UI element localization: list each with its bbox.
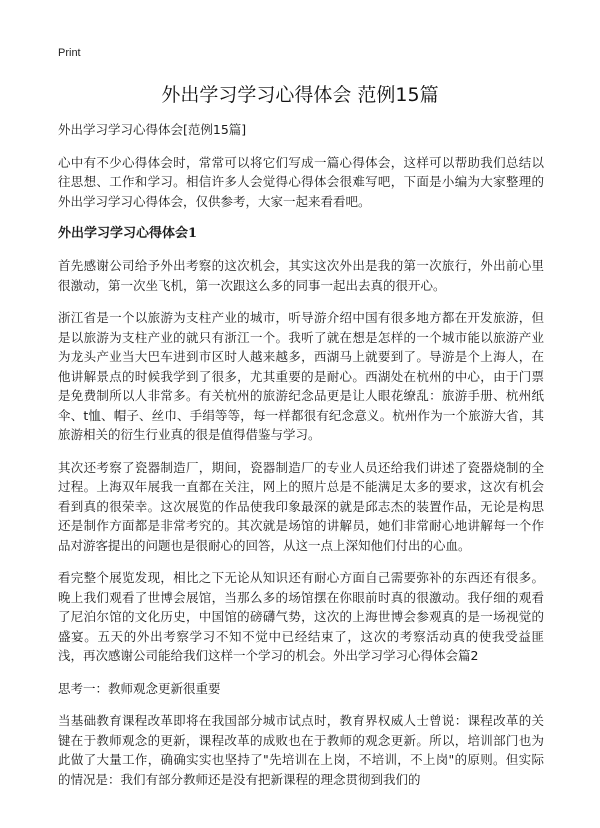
paragraph: 首先感谢公司给予外出考察的这次机会，其实这次外出是我的第一次旅行，外出前心里很激动，第一次坐飞机，第一次跟这么多的同事一起出去真的很开心。	[58, 258, 544, 293]
page-title: 外出学习学习心得体会 范例15篇	[161, 84, 439, 106]
section-heading: 外出学习学习心得体会1	[58, 226, 198, 241]
sub-heading: 思考一：教师观念更新很重要	[58, 680, 221, 696]
print-link[interactable]: Print	[58, 47, 81, 59]
intro-paragraph: 心中有不少心得体会时，常常可以将它们写成一篇心得体会，这样可以帮助我们总结以往思想、工作和学习。相信许多人会觉得心得体会很难写吧，下面是小编为大家整理的外出学习学习心得体会，仅供参考，大家一起来看看吧。	[58, 154, 544, 209]
paragraph: 看完整个展览发现，相比之下无论从知识还有耐心方面自己需要弥补的东西还有很多。晚上我们观看了世博会展馆，当那么多的场馆摆在你眼前时真的很激动。我仔细的观看了尼泊尔馆的文化历史，中国馆的磅礴气势，这次的上海世博会参观真的是一场视觉的盛宴。五天的外出考察学习不知不觉中已经结束了，这次的考察活动真的使我受益匪浅，再次感谢公司能给我们这样一个学习的机会。外出学习学习心得体会篇2	[58, 570, 544, 663]
paragraph: 当基础教育课程改革即将在我国部分城市试点时，教育界权威人士曾说：课程改革的关键在于教师观念的更新，课程改革的成败也在于教师的观念更新。所以，培训部门也为此做了大量工作，确确实实也坚持了"先培训在上岗，不培训，不上岗"的原则。但实际的情况是：我们有部分教师还是没有把新课程的理念贯彻到我们的	[58, 713, 544, 787]
article-subtitle: 外出学习学习心得体会[范例15篇]	[58, 122, 247, 137]
paragraph: 浙江省是一个以旅游为支柱产业的城市，听导游介绍中国有很多地方都在开发旅游，但是以旅游为支柱产业的就只有浙江一个。我听了就在想是怎样的一个城市能以旅游产业为龙头产业当大巴车进到市区时人越来越多，西湖马上就要到了。导游是个上海人，在他讲解景点的时候我学到了很多，尤其重要的是耐心。西湖处在杭州的中心，由于门票是免费制所以人非常多。有关杭州的旅游纪念品更是让人眼花缭乱：旅游手册、杭州纸伞、t恤、帽子、丝巾、手绢等等，每一样都很有纪念意义。杭州作为一个旅游大省，其旅游相关的衍生行业真的很是值得借鉴与学习。	[58, 310, 544, 442]
article-body	[58, 120, 544, 802]
paragraph: 其次还考察了瓷器制造厂，期间，瓷器制造厂的专业人员还给我们讲述了瓷器烧制的全过程。上海双年展我一直都在关注，网上的照片总是不能满足太多的要求，这次有机会看到真的很荣幸。这次展览的作品使我印象最深的就是邱志杰的装置作品，无论是构思还是制作方面都是非常考究的。其次就是场馆的讲解员，她们非常耐心地讲解每一个作品对游客提出的问题也是很耐心的回答，从这一点上深知他们付出的心血。	[58, 459, 544, 553]
